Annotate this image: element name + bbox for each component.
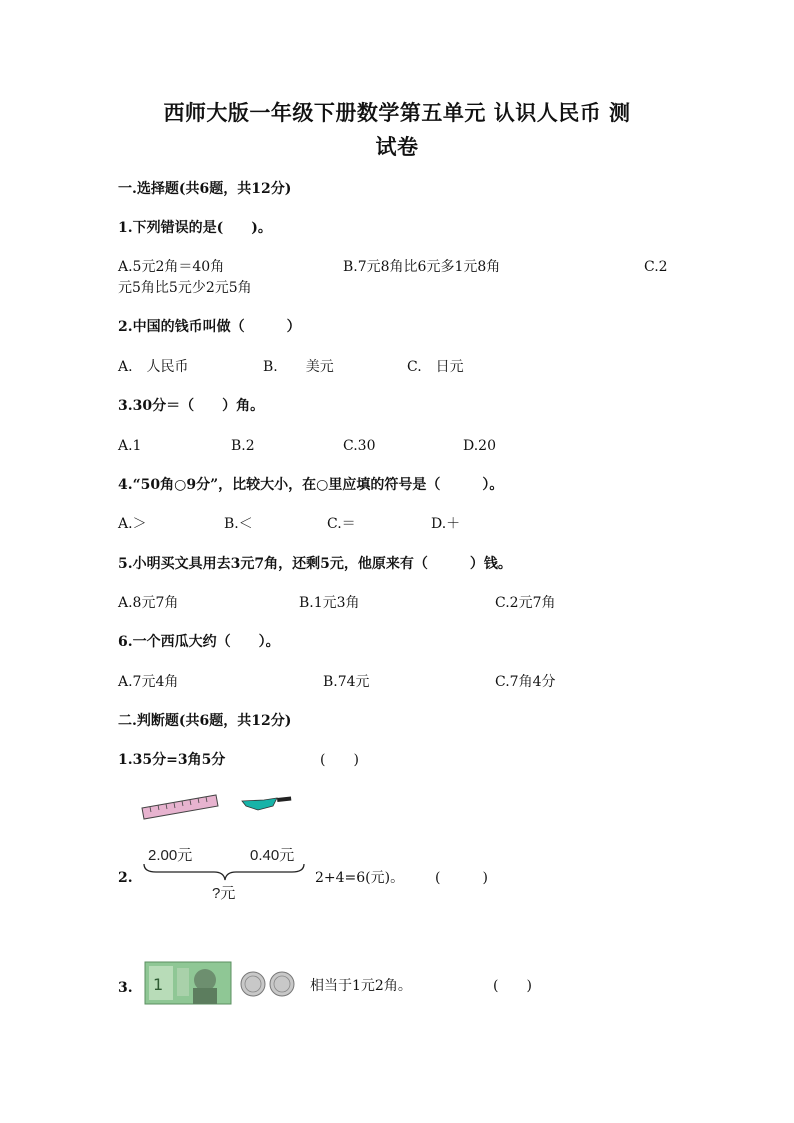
question-5-option-c[interactable]: C.2元7角 <box>495 595 556 611</box>
question-3-option-b[interactable]: B.2 <box>231 438 255 454</box>
question-3-option-d[interactable]: D.20 <box>463 438 496 454</box>
question-2-option-c[interactable]: C. 日元 <box>407 359 464 375</box>
ruler-knife-price-figure <box>136 786 312 904</box>
price-right-label: 0.40元 <box>250 847 295 864</box>
money-figure <box>143 960 303 1006</box>
question-6-stem: 6.一个西瓜大约（ ）。 <box>118 634 280 650</box>
question-1-option-c-cont: 元5角比5元少2元5角 <box>118 280 252 296</box>
svg-text:1: 1 <box>153 975 164 994</box>
question-5-option-b[interactable]: B.1元3角 <box>299 595 360 611</box>
total-unknown-label: ?元 <box>212 885 236 902</box>
judge-3-text: 相当于1元2角。 <box>310 978 412 994</box>
knife-icon <box>242 797 291 810</box>
judge-3-answer-blank[interactable]: ( ) <box>493 978 532 994</box>
question-2-option-b[interactable]: B. 美元 <box>263 359 334 375</box>
question-4-option-d[interactable]: D.＋ <box>431 516 461 532</box>
title-line-2: 试卷 <box>375 134 419 159</box>
question-6-option-a[interactable]: A.7元4角 <box>118 674 179 690</box>
question-4-option-b[interactable]: B.＜ <box>224 516 253 532</box>
judge-2-number: 2. <box>118 870 133 886</box>
question-1-option-b[interactable]: B.7元8角比6元多1元8角 <box>343 259 501 275</box>
title-line-1: 西师大版一年级下册数学第五单元 认识人民币 测 <box>163 100 631 125</box>
question-6-option-b[interactable]: B.74元 <box>323 674 370 690</box>
question-1-option-a[interactable]: A.5元2角＝40角 <box>118 259 225 275</box>
page-title <box>100 96 694 164</box>
price-left-label: 2.00元 <box>148 847 193 864</box>
brace-icon <box>144 864 304 880</box>
question-1-option-c[interactable]: C.2 <box>644 259 668 275</box>
coin-icon <box>241 972 265 996</box>
money-svg <box>143 960 303 1006</box>
section-heading-choice: 一.选择题(共6题，共12分) <box>118 181 292 197</box>
question-2-option-a[interactable]: A. 人民币 <box>118 359 189 375</box>
coin-icon <box>270 972 294 996</box>
question-3-option-a[interactable]: A.1 <box>118 438 142 454</box>
question-4-option-a[interactable]: A.＞ <box>118 516 147 532</box>
question-5-option-a[interactable]: A.8元7角 <box>118 595 179 611</box>
one-yuan-banknote-icon <box>145 962 231 1004</box>
ruler-icon <box>142 795 218 819</box>
judge-2-text: 2+4=6(元)。 <box>315 870 405 886</box>
question-2-stem: 2.中国的钱币叫做（ ） <box>118 319 301 335</box>
question-4-option-c[interactable]: C.＝ <box>327 516 356 532</box>
question-1-stem: 1.下列错误的是( )。 <box>118 220 272 236</box>
question-3-option-c[interactable]: C.30 <box>343 438 376 454</box>
ruler-knife-price-svg <box>136 786 312 904</box>
judge-1-answer-blank[interactable]: ( ) <box>320 752 359 768</box>
judge-3-number: 3. <box>118 980 133 996</box>
judge-2-answer-blank[interactable]: ( ) <box>435 870 488 886</box>
question-5-stem: 5.小明买文具用去3元7角，还剩5元，他原来有（ ）钱。 <box>118 556 512 572</box>
section-heading-judgement: 二.判断题(共6题，共12分) <box>118 713 292 729</box>
question-4-stem: 4.“50角○9分”，比较大小，在○里应填的符号是（ ）。 <box>118 477 504 493</box>
question-3-stem: 3.30分＝（ ）角。 <box>118 398 265 414</box>
judge-1-text: 1.35分=3角5分 <box>118 752 226 768</box>
question-6-option-c[interactable]: C.7角4分 <box>495 674 556 690</box>
